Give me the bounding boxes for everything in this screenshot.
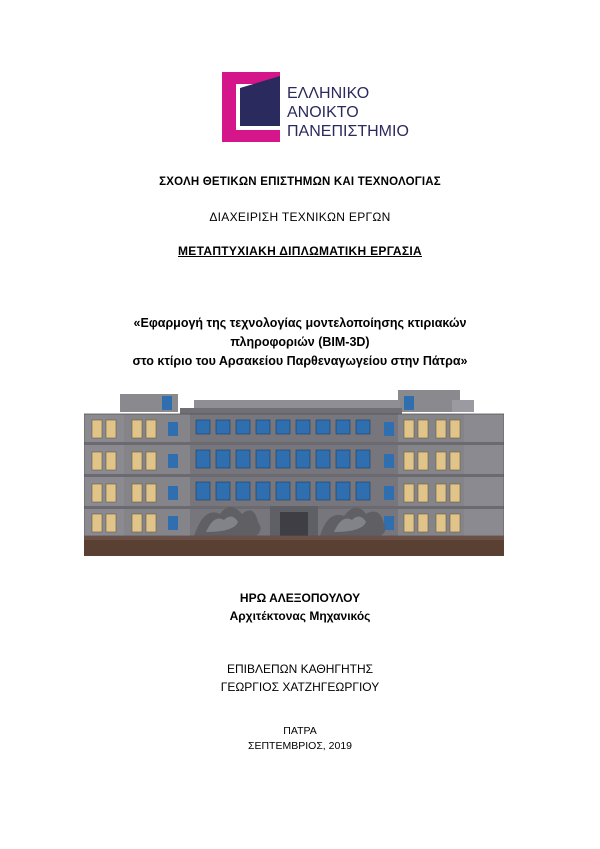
thesis-title bbox=[0, 314, 600, 371]
place-date-block bbox=[0, 724, 600, 754]
building-facade-icon bbox=[84, 386, 504, 556]
author-block bbox=[0, 589, 600, 625]
title-line-1: «Εφαρμογή της τεχνολογίας μοντελοποίησης κτιριακών bbox=[133, 316, 467, 330]
logo-line-2: ΑΝΟΙΚΤΟ bbox=[287, 104, 359, 121]
place: ΠΑΤΡΑ bbox=[283, 725, 317, 737]
title-line-3: στο κτίριο του Αρσακείου Παρθεναγωγείου στην Πάτρα» bbox=[132, 354, 468, 368]
program-name: ΔΙΑΧΕΙΡΙΣΗ ΤΕΧΝΙΚΩΝ ΕΡΓΩΝ bbox=[209, 210, 391, 224]
supervisor-label: ΕΠΙΒΛΕΠΩΝ ΚΑΘΗΓΗΤΗΣ bbox=[226, 662, 374, 676]
supervisor-block bbox=[0, 660, 600, 696]
supervisor-name: ΓΕΩΡΓΙΟΣ ΧΑΤΖΗΓΕΩΡΓΙΟΥ bbox=[220, 680, 380, 694]
university-logo bbox=[222, 72, 462, 144]
logo-line-3: ΠΑΝΕΠΙΣΤΗΜΙΟ bbox=[287, 123, 409, 140]
title-line-2: πληροφοριών (BIM-3D) bbox=[230, 335, 370, 349]
document-type: ΜΕΤΑΠΤΥΧΙΑΚΗ ΔΙΠΛΩΜΑΤΙΚΗ ΕΡΓΑΣΙΑ bbox=[178, 244, 422, 258]
author-name: ΗΡΩ ΑΛΕΞΟΠΟΥΛΟΥ bbox=[239, 591, 361, 605]
date: ΣΕΠΤΕΜΒΡΙΟΣ, 2019 bbox=[247, 740, 352, 752]
eap-logo-icon bbox=[222, 72, 284, 142]
school-name: ΣΧΟΛΗ ΘΕΤΙΚΩΝ ΕΠΙΣΤΗΜΩΝ ΚΑΙ ΤΕΧΝΟΛΟΓΙΑΣ bbox=[159, 176, 441, 188]
author-title: Αρχιτέκτονας Μηχανικός bbox=[229, 609, 371, 623]
logo-line-1: ΕΛΛΗΝΙΚΟ bbox=[287, 85, 370, 102]
